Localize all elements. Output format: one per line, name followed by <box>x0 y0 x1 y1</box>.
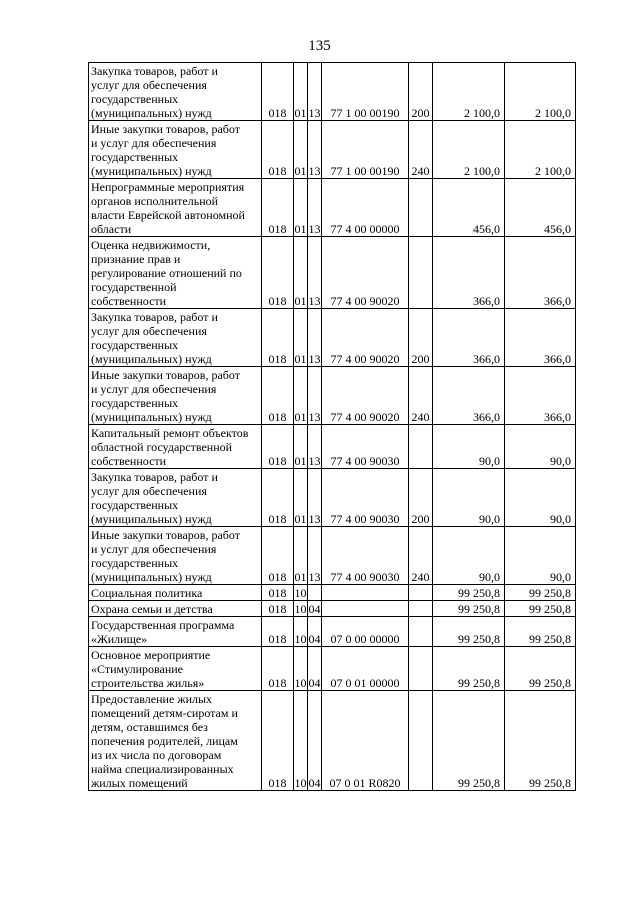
amount-cell-2: 366,0 <box>505 367 576 425</box>
amount-cell-1: 99 250,8 <box>433 585 505 601</box>
amount-cell-1: 99 250,8 <box>433 617 505 647</box>
amount-cell-2: 90,0 <box>505 527 576 585</box>
section-code-cell: 01 <box>294 425 308 469</box>
row-name-line: Иные закупки товаров, работ <box>91 528 240 542</box>
table-row <box>89 309 576 367</box>
amount-cell-1: 366,0 <box>433 367 505 425</box>
section-code-cell: 01 <box>294 367 308 425</box>
ministry-code-cell: 018 <box>262 585 294 601</box>
expense-type-cell: 200 <box>409 309 433 367</box>
row-name-line: Иные закупки товаров, работ <box>91 368 240 382</box>
table-row <box>89 527 576 585</box>
amount-cell-2: 366,0 <box>505 237 576 309</box>
row-name-cell <box>89 469 262 527</box>
row-name-line: Социальная политика <box>91 586 203 600</box>
target-article-cell: 07 0 01 R0820 <box>322 691 409 791</box>
amount-cell-1: 366,0 <box>433 237 505 309</box>
row-name-line: признание прав и <box>91 252 181 266</box>
amount-cell-1: 90,0 <box>433 527 505 585</box>
table-row <box>89 425 576 469</box>
row-name-cell <box>89 601 262 617</box>
table-row <box>89 237 576 309</box>
subsection-code-cell: 13 <box>308 367 322 425</box>
section-code-cell: 01 <box>294 469 308 527</box>
row-name-line: «Жилище» <box>91 632 148 646</box>
row-name-line: регулирование отношений по <box>91 266 242 280</box>
expense-type-cell: 240 <box>409 527 433 585</box>
subsection-code-cell: 13 <box>308 309 322 367</box>
subsection-code-cell: 13 <box>308 179 322 237</box>
expense-type-cell <box>409 425 433 469</box>
row-name-line: «Стимулирование <box>91 662 183 676</box>
subsection-code-cell: 13 <box>308 121 322 179</box>
ministry-code-cell: 018 <box>262 179 294 237</box>
target-article-cell: 77 4 00 90020 <box>322 237 409 309</box>
section-code-cell: 01 <box>294 63 308 121</box>
row-name-cell <box>89 691 262 791</box>
row-name-line: органов исполнительной <box>91 194 219 208</box>
ministry-code-cell: 018 <box>262 691 294 791</box>
row-name-cell <box>89 585 262 601</box>
row-name-cell <box>89 309 262 367</box>
amount-cell-1: 2 100,0 <box>433 121 505 179</box>
table-row <box>89 601 576 617</box>
row-name-line: найма специализированных <box>91 762 234 776</box>
row-name-line: помещений детям-сиротам и <box>91 706 238 720</box>
row-name-line: жилых помещений <box>91 776 188 790</box>
expense-type-cell <box>409 601 433 617</box>
amount-cell-2: 90,0 <box>505 425 576 469</box>
ministry-code-cell: 018 <box>262 367 294 425</box>
amount-cell-2: 99 250,8 <box>505 585 576 601</box>
amount-cell-2: 99 250,8 <box>505 691 576 791</box>
amount-cell-1: 366,0 <box>433 309 505 367</box>
target-article-cell <box>322 601 409 617</box>
expense-type-cell <box>409 237 433 309</box>
table-row <box>89 367 576 425</box>
row-name-line: Основное мероприятие <box>91 648 211 662</box>
target-article-cell <box>322 585 409 601</box>
subsection-code-cell: 13 <box>308 237 322 309</box>
row-name-line: (муниципальных) нужд <box>91 512 212 526</box>
amount-cell-2: 2 100,0 <box>505 63 576 121</box>
section-code-cell: 10 <box>294 691 308 791</box>
row-name-line: Капитальный ремонт объектов <box>91 426 249 440</box>
table-row <box>89 121 576 179</box>
ministry-code-cell: 018 <box>262 63 294 121</box>
section-code-cell: 10 <box>294 586 307 600</box>
row-name-cell <box>89 367 262 425</box>
row-name-cell <box>89 425 262 469</box>
section-code-cell: 01 <box>294 121 308 179</box>
amount-cell-1: 99 250,8 <box>433 601 505 617</box>
row-name-line: из их числа по договорам <box>91 748 222 762</box>
target-article-cell: 77 1 00 00190 <box>322 121 409 179</box>
subsection-code-cell: 13 <box>308 425 322 469</box>
amount-cell-1: 456,0 <box>433 179 505 237</box>
ministry-code-cell: 018 <box>262 617 294 647</box>
row-name-line: государственных <box>91 150 179 164</box>
row-name-line: Закупка товаров, работ и <box>91 470 218 484</box>
row-name-line: (муниципальных) нужд <box>91 106 212 120</box>
row-name-line: Закупка товаров, работ и <box>91 310 218 324</box>
row-name-line: государственных <box>91 92 179 106</box>
ministry-code-cell: 018 <box>262 237 294 309</box>
expense-type-cell <box>409 585 433 601</box>
row-name-cell <box>89 527 262 585</box>
subsection-code-cell: 04 <box>308 691 322 791</box>
expense-type-cell: 240 <box>409 121 433 179</box>
section-code-cell: 01 <box>294 179 308 237</box>
amount-cell-2: 456,0 <box>505 179 576 237</box>
section-code-cell: 10 <box>294 617 308 647</box>
row-name-line: и услуг для обеспечения <box>91 382 217 396</box>
row-name-cell <box>89 179 262 237</box>
subsection-code-cell: 13 <box>308 527 322 585</box>
amount-cell-1: 90,0 <box>433 469 505 527</box>
row-name-line: Непрограммные мероприятия <box>91 180 245 194</box>
row-name-line: Иные закупки товаров, работ <box>91 122 240 136</box>
row-name-line: собственности <box>91 294 167 308</box>
section-code-cell: 10 <box>294 647 308 691</box>
target-article-cell: 77 4 00 90030 <box>322 527 409 585</box>
amount-cell-2: 99 250,8 <box>505 647 576 691</box>
expense-type-cell <box>409 617 433 647</box>
row-name-line: (муниципальных) нужд <box>91 352 212 366</box>
target-article-cell: 77 4 00 90030 <box>322 425 409 469</box>
amount-cell-1: 90,0 <box>433 425 505 469</box>
amount-cell-1: 99 250,8 <box>433 691 505 791</box>
row-name-line: (муниципальных) нужд <box>91 410 212 424</box>
subsection-code-cell: 13 <box>308 469 322 527</box>
row-name-cell <box>89 617 262 647</box>
section-code-cell: 10 <box>294 602 307 616</box>
row-name-line: и услуг для обеспечения <box>91 542 217 556</box>
amount-cell-1: 2 100,0 <box>433 63 505 121</box>
row-name-line: строительства жилья» <box>91 676 205 690</box>
row-name-line: Закупка товаров, работ и <box>91 64 218 78</box>
ministry-code-cell: 018 <box>262 309 294 367</box>
section-code-cell: 01 <box>294 309 308 367</box>
amount-cell-2: 99 250,8 <box>505 617 576 647</box>
expense-type-cell: 240 <box>409 367 433 425</box>
row-name-line: областной государственной <box>91 440 233 454</box>
table-body <box>89 63 576 791</box>
amount-cell-1: 99 250,8 <box>433 647 505 691</box>
table-row <box>89 691 576 791</box>
section-code-cell: 01 <box>294 237 308 309</box>
row-name-line: власти Еврейской автономной <box>91 208 245 222</box>
section-code-cell: 01 <box>294 527 308 585</box>
expense-type-cell <box>409 179 433 237</box>
amount-cell-2: 2 100,0 <box>505 121 576 179</box>
table-row <box>89 647 576 691</box>
amount-cell-2: 99 250,8 <box>505 601 576 617</box>
row-name-line: Охрана семьи и детства <box>91 602 213 616</box>
target-article-cell: 77 4 00 90020 <box>322 367 409 425</box>
expense-type-cell <box>409 647 433 691</box>
table-row <box>89 585 576 601</box>
row-name-line: области <box>91 222 132 236</box>
target-article-cell: 77 4 00 90020 <box>322 309 409 367</box>
row-name-line: государственных <box>91 338 179 352</box>
row-name-line: Оценка недвижимости, <box>91 238 211 252</box>
row-name-line: услуг для обеспечения <box>91 484 207 498</box>
row-name-line: услуг для обеспечения <box>91 78 207 92</box>
row-name-line: и услуг для обеспечения <box>91 136 217 150</box>
amount-cell-2: 366,0 <box>505 309 576 367</box>
ministry-code-cell: 018 <box>262 425 294 469</box>
row-name-line: (муниципальных) нужд <box>91 570 212 584</box>
amount-cell-2: 90,0 <box>505 469 576 527</box>
ministry-code-cell: 018 <box>262 527 294 585</box>
subsection-code-cell: 04 <box>308 647 322 691</box>
table-row <box>89 63 576 121</box>
row-name-line: попечения родителей, лицам <box>91 734 238 748</box>
expense-type-cell: 200 <box>409 469 433 527</box>
ministry-code-cell: 018 <box>262 121 294 179</box>
table-row <box>89 469 576 527</box>
row-name-line: собственности <box>91 454 167 468</box>
expense-type-cell <box>409 691 433 791</box>
row-name-line: (муниципальных) нужд <box>91 164 212 178</box>
row-name-line: государственной <box>91 280 177 294</box>
subsection-code-cell: 04 <box>308 617 322 647</box>
row-name-line: услуг для обеспечения <box>91 324 207 338</box>
row-name-line: Государственная программа <box>91 618 235 632</box>
table-row <box>89 179 576 237</box>
target-article-cell: 77 4 00 90030 <box>322 469 409 527</box>
target-article-cell: 77 4 00 00000 <box>322 179 409 237</box>
ministry-code-cell: 018 <box>262 469 294 527</box>
subsection-code-cell <box>308 585 322 601</box>
row-name-line: детям, оставшимся без <box>91 720 208 734</box>
ministry-code-cell: 018 <box>262 601 294 617</box>
row-name-line: государственных <box>91 498 179 512</box>
subsection-code-cell: 04 <box>308 602 321 616</box>
row-name-cell <box>89 121 262 179</box>
row-name-cell <box>89 647 262 691</box>
row-name-line: государственных <box>91 396 179 410</box>
target-article-cell: 77 1 00 00190 <box>322 63 409 121</box>
page-number: 135 <box>308 38 331 54</box>
row-name-line: государственных <box>91 556 179 570</box>
target-article-cell: 07 0 00 00000 <box>322 617 409 647</box>
budget-table <box>88 62 576 791</box>
ministry-code-cell: 018 <box>262 647 294 691</box>
row-name-line: Предоставление жилых <box>91 692 213 706</box>
expense-type-cell: 200 <box>409 63 433 121</box>
subsection-code-cell: 13 <box>308 63 322 121</box>
row-name-cell <box>89 63 262 121</box>
table-row <box>89 617 576 647</box>
row-name-cell <box>89 237 262 309</box>
target-article-cell: 07 0 01 00000 <box>322 647 409 691</box>
